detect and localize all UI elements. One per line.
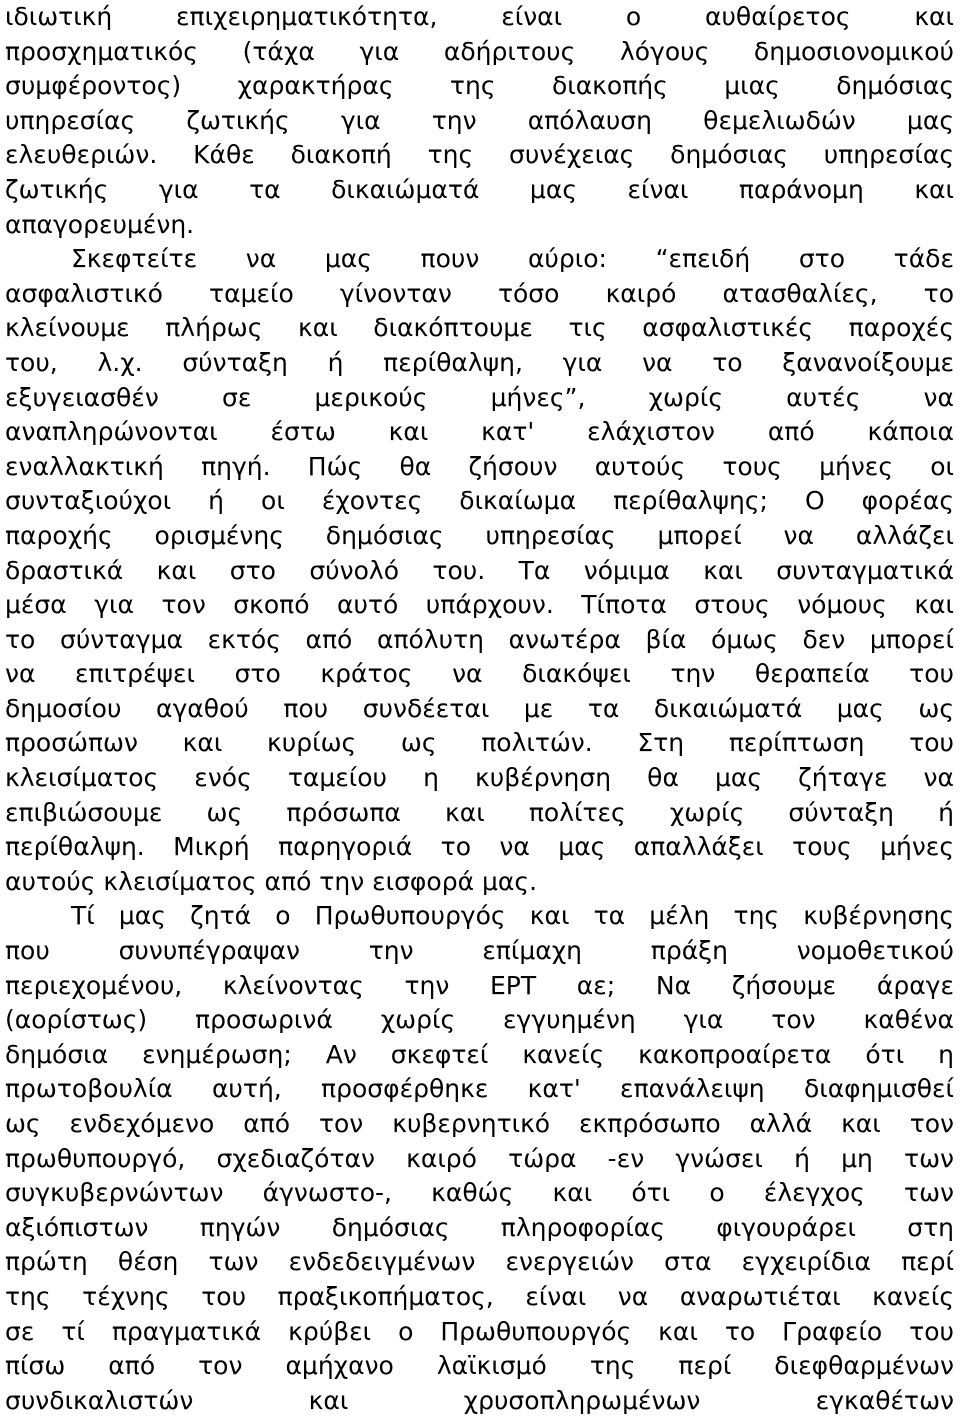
text-line: δημόσια ενημέρωση; Αν σκεφτεί κανείς κακοπροαίρετα ότι η [5, 1039, 954, 1069]
text-line: ελευθεριών. Κάθε διακοπή της συνέχειας δημόσιας υπηρεσίας [5, 140, 954, 170]
text-line: απαγορευμένη. [5, 209, 195, 239]
text-line: πρώτη θέση των ενδεδειγμένων ενεργειών στα εγχειρίδια περί [5, 1247, 954, 1277]
text-line: ως ενδεχόμενο από τον κυβερνητικό εκπρόσωπο αλλά και τον [5, 1109, 954, 1138]
text-line: αναπληρώνονται έστω και κατ' ελάχιστον από κάποια [5, 417, 954, 447]
text-line: εναλλακτική πηγή. Πώς θα ζήσουν αυτούς τους μήνες οι [5, 451, 954, 481]
text-line: (αορίστως) προσωρινά χωρίς εγγυημένη για τον καθένα [5, 1005, 954, 1035]
text-line: συμφέροντος) χαρακτήρας της διακοπής μιας δημόσιας [5, 71, 954, 101]
paragraph-2 [5, 242, 954, 899]
text-line: δραστικά και στο σύνολό του. Τα νόμιμα και συνταγματικά [5, 555, 954, 585]
text-line: Σκεφτείτε να μας πουν αύριο: “επειδή στο τάδε [71, 244, 954, 274]
text-line: αυτούς κλεισίματος από την εισφορά μας. [5, 866, 538, 896]
text-line: πίσω από τον αμήχανο λαϊκισμό της περί διεφθαρμένων [5, 1351, 954, 1381]
text-line: σε τί πραγματικά κρύβει ο Πρωθυπουργός και το Γραφείο του [5, 1316, 954, 1346]
text-line: προσχηματικός (τάχα για αδήριτους λόγους δημοσιονομικού [5, 36, 954, 66]
paragraph-3 [5, 899, 954, 1418]
text-line: Τί μας ζητά ο Πρωθυπουργός και τα μέλη της κυβέρνησης [71, 901, 954, 931]
text-line: πρωτοβουλία αυτή, προσφέρθηκε κατ' επανάλειψη διαφημισθεί [5, 1074, 954, 1104]
text-line: υπηρεσίας ζωτικής για την απόλαυση θεμελιωδών μας [5, 105, 954, 135]
text-line: να επιτρέψει στο κράτος να διακόψει την θεραπεία του [5, 659, 954, 689]
text-line: συγκυβερνώντων άγνωστο-, καθώς και ότι ο έλεγχος των [5, 1178, 954, 1208]
text-line: μέσα για τον σκοπό αυτό υπάρχουν. Τίποτα στους νόμους και [5, 590, 954, 620]
text-line: της τέχνης του πραξικοπήματος, είναι να αναρωτιέται κανείς [5, 1281, 954, 1311]
paragraph-1 [5, 0, 954, 242]
text-line: δημοσίου αγαθού που συνδέεται με τα δικαιώματά μας ως [5, 693, 954, 723]
text-line: κλείνουμε πλήρως και διακόπτουμε τις ασφαλιστικές παροχές [5, 313, 954, 343]
text-line: προσώπων και κυρίως ως πολιτών. Στη περίπτωση του [5, 728, 954, 758]
text-line: συνταξιούχοι ή οι έχοντες δικαίωμα περίθαλψης; Ο φορέας [5, 486, 954, 516]
text-line: πρωθυπουργό, σχεδιαζόταν καιρό τώρα -εν γνώσει ή μη των [5, 1143, 954, 1173]
text-line: συνδικαλιστών και χρυσοπληρωμένων εγκαθέτων [5, 1385, 954, 1415]
text-line: αξιόπιστων πηγών δημόσιας πληροφορίας φιγουράρει στη [5, 1212, 954, 1242]
text-line: που συνυπέγραψαν την επίμαχη πράξη νομοθετικού [5, 936, 954, 966]
document-page [5, 0, 954, 1418]
text-line: του, λ.χ. σύνταξη ή περίθαλψη, για να το ξανανοίξουμε [5, 347, 954, 377]
text-line: περίθαλψη. Μικρή παρηγοριά το να μας απαλλάξει τους μήνες [5, 832, 954, 862]
text-line: ζωτικής για τα δικαιώματά μας είναι παράνομη και [5, 174, 954, 204]
text-line: ασφαλιστικό ταμείο γίνονταν τόσο καιρό ατασθαλίες, το [5, 278, 954, 308]
text-line: εξυγειασθέν σε μερικούς μήνες”, χωρίς αυτές να [5, 382, 954, 412]
text-line: το σύνταγμα εκτός από απόλυτη ανωτέρα βία όμως δεν μπορεί [5, 624, 954, 654]
text-line: ιδιωτική επιχειρηματικότητα, είναι ο αυθαίρετος και [5, 2, 954, 31]
text-line: επιβιώσουμε ως πρόσωπα και πολίτες χωρίς σύνταξη ή [5, 797, 954, 827]
text-line: παροχής ορισμένης δημόσιας υπηρεσίας μπορεί να αλλάζει [5, 520, 954, 550]
text-line: περιεχομένου, κλείνοντας την ΕΡΤ αε; Να ζήσουμε άραγε [5, 970, 954, 1000]
text-line: κλεισίματος ενός ταμείου η κυβέρνηση θα μας ζήταγε να [5, 763, 954, 793]
